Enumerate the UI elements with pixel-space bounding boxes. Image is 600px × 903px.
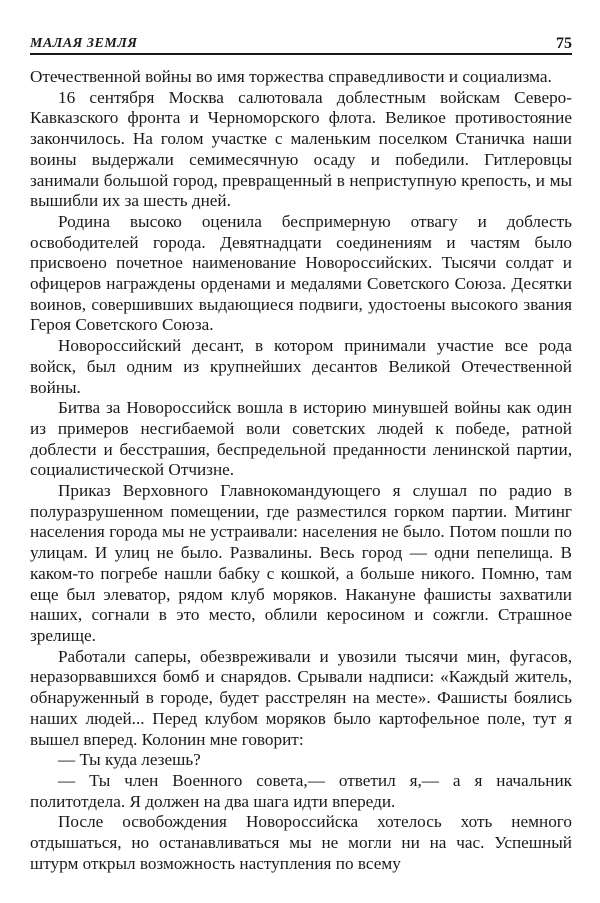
dialogue-line: — Ты член Военного совета,— ответил я,— а я начальник политотдела. Я должен на два шага идти впереди. xyxy=(30,770,572,811)
paragraph: Битва за Новороссийск вошла в историю минувшей войны как один из примеров несгибаемой воли советских людей к победе, ратной доблести и бесстрашия, беспредельной преданности ленинской партии, социалистической Отчизне. xyxy=(30,398,572,480)
paragraph-continuation: Отечественной войны во имя торжества справедливости и социализма. xyxy=(30,67,552,86)
paragraph: Новороссийский десант, в котором принимали участие все рода войск, был одним из крупнейших десантов Великой Отечественной войны. xyxy=(30,336,572,397)
paragraph: Работали саперы, обезвреживали и увозили тысячи мин, фугасов, неразорвавшихся бомб и снарядов. Срывали надписи: «Каждый житель, обнаруженный в городе, будет расстрелян на месте». Фашисты боялись наших людей... Перед клубом моряков было картофельное поле, тут я вышел вперед. Колонин мне говорит: xyxy=(30,646,572,749)
page-header xyxy=(30,30,572,55)
dialogue-line: — Ты куда лезешь? xyxy=(58,750,201,770)
paragraph: 16 сентября Москва салютовала доблестным войскам Северо-Кавказского фронта и Черноморского флота. Великое противостояние закончилось. На голом участке с маленьким поселком Станичка наши воины выдержали семимесячную осаду и победили. Гитлеровцы занимали большой город, превращенный в неприступную крепость, и мы вышибли их за шесть дней. xyxy=(30,87,572,211)
running-title: МАЛАЯ ЗЕМЛЯ xyxy=(30,36,138,51)
body-text xyxy=(30,67,572,874)
paragraph: Приказ Верховного Главнокомандующего я слушал по радио в полуразрушенном помещении, где разместился горком партии. Митинг населения города мы не устраивали: населения не было. Потом пошли по улицам. И улиц не было. Развалины. Весь город — одни пепелища. В каком-то погребе нашли бабку с кошкой, а больше никого. Помню, там еще был элеватор, рядом клуб моряков. Накануне фашисты захватили наших, согнали в это место, облили керосином и сожгли. Страшное зрелище. xyxy=(30,481,572,645)
paragraph: После освобождения Новороссийска хотелось хоть немного отдышаться, но останавливаться мы не могли ни на час. Успешный штурм открыл возможность наступления по всему xyxy=(30,812,572,873)
paragraph: Родина высоко оценила беспримерную отвагу и доблесть освободителей города. Девятнадцати соединениям и частям было присвоено почетное наименование Новороссийских. Тысячи солдат и офицеров награждены орденами и медалями Советского Союза. Десятки воинов, совершивших выдающиеся подвиги, удостоены высокого звания Героя Советского Союза. xyxy=(30,211,572,335)
book-page xyxy=(30,30,572,874)
page-number: 75 xyxy=(556,35,572,52)
